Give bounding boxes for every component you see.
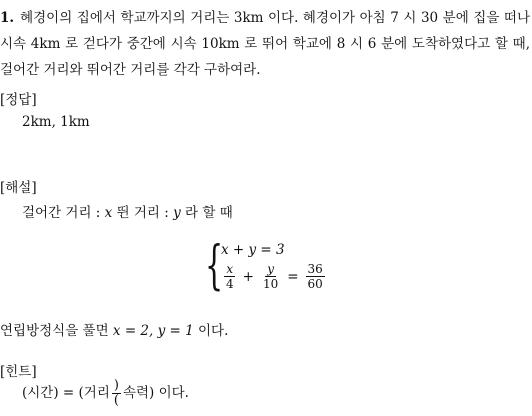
problem-text: 혜경이의 집에서 학교까지의 거리는 3km 이다. 혜경이가 아침 7 시 30 분에 집을 떠나 시속 4km 로 걷다가 중간에 시속 10km 로 뛰어 학교에 8 시 6 분에 도착하였다고 할 때, 걸어간 거리와 뛰어간 거리를 각각 구하여라. bbox=[0, 10, 530, 78]
fraction-denominator: 4 bbox=[226, 277, 234, 291]
fraction-numerator: y bbox=[267, 262, 274, 276]
fraction-numerator: x bbox=[226, 262, 234, 276]
fraction-y-over-10 bbox=[261, 262, 280, 292]
setup-var-y: y bbox=[173, 205, 181, 221]
result-math: x = 2, y = 1 bbox=[112, 323, 194, 339]
hint-frac-bottom: ( bbox=[113, 393, 119, 408]
setup-suffix: 라 할 때 bbox=[180, 205, 233, 221]
equation-system bbox=[205, 238, 325, 302]
problem-number: 1. bbox=[0, 10, 15, 26]
hint-rhs: 속력) bbox=[122, 385, 155, 401]
hint-lhs: (시간) = (거리 bbox=[22, 385, 110, 401]
hint-fraction bbox=[112, 379, 121, 408]
plus-sign: + bbox=[242, 269, 254, 285]
fraction-x-over-4 bbox=[224, 262, 236, 292]
setup-mid: 뛴 거리 : bbox=[112, 205, 174, 221]
answer-label: [정답] bbox=[0, 92, 37, 108]
solution-label: [해설] bbox=[0, 180, 37, 196]
fraction-denominator: 10 bbox=[262, 277, 279, 291]
result-suffix: 이다. bbox=[193, 323, 229, 339]
left-brace: { bbox=[205, 236, 224, 296]
equation-2 bbox=[221, 262, 328, 292]
setup-var-x: x bbox=[104, 205, 113, 221]
hint-formula bbox=[22, 379, 189, 408]
equals-sign: = bbox=[287, 269, 299, 285]
solution-result bbox=[0, 319, 228, 339]
hint-suffix: 이다. bbox=[154, 385, 189, 401]
setup-prefix: 걸어간 거리 : bbox=[22, 205, 105, 221]
answer-value: 2km, 1km bbox=[22, 114, 90, 130]
result-prefix: 연립방정식을 풀면 bbox=[0, 323, 113, 339]
hint-label: [힌트] bbox=[0, 364, 37, 380]
hint-frac-top: ) bbox=[113, 378, 119, 393]
fraction-numerator: 36 bbox=[307, 262, 323, 276]
equation-1: x + y = 3 bbox=[221, 242, 285, 258]
problem-statement bbox=[0, 5, 530, 83]
fraction-denominator: 60 bbox=[307, 277, 323, 291]
solution-setup bbox=[22, 201, 233, 221]
fraction-36-over-60 bbox=[306, 262, 325, 292]
